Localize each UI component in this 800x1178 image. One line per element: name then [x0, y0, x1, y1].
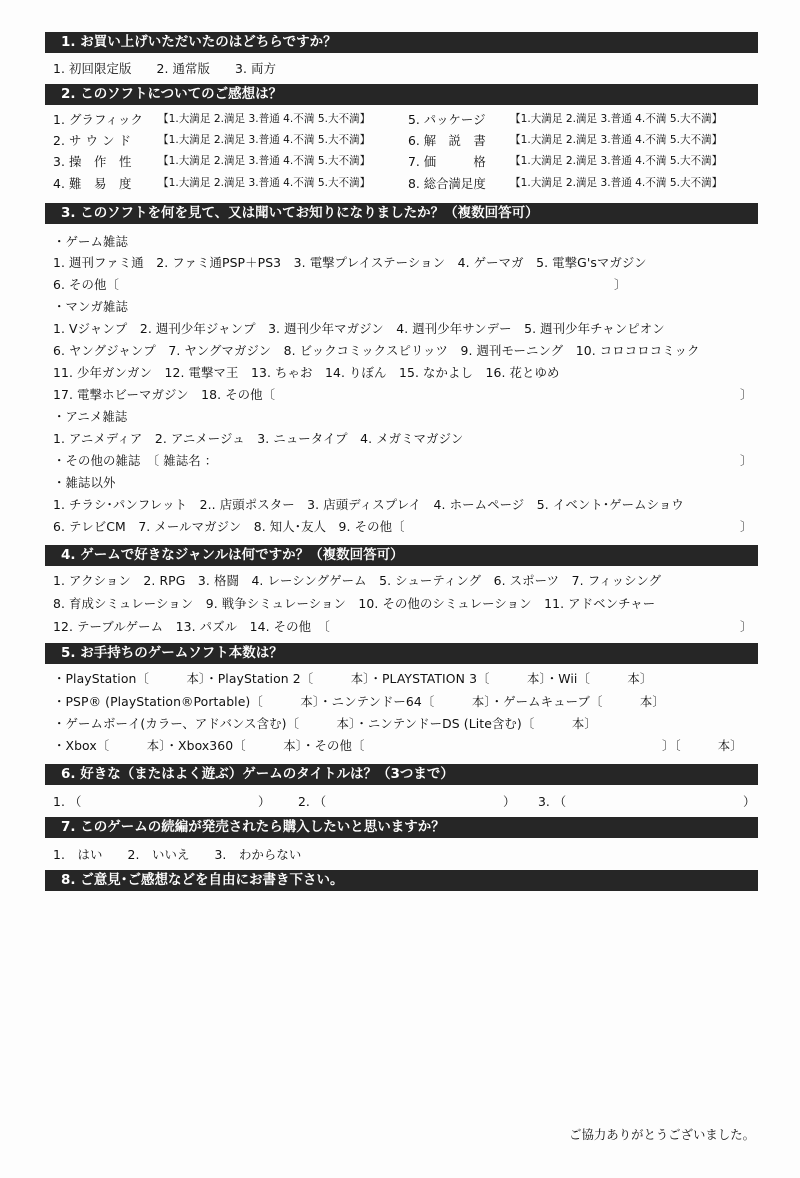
q2-scale-manual[interactable]: 【1.大満足 2.満足 3.普通 4.不満 5.大不満】	[510, 134, 723, 146]
q5-line3[interactable]: ・ゲームボーイ(カラー、アドバンス含む)〔 本〕・ニンテンドーDS (Lite含む)〔 本〕	[53, 716, 597, 731]
q2-item-price: 7. 価 格	[408, 154, 486, 169]
q2-item-graphic: 1. グラフィック	[53, 112, 144, 127]
q2-item-control: 3. 操 作 性	[53, 154, 132, 169]
q4-header: 4. ゲームで好きなジャンルは何ですか？（複数回答可）	[45, 545, 758, 566]
q3-manga-line2[interactable]: 6. ヤングジャンプ 7. ヤングマガジン 8. ビックコミックスピリッツ 9. 週刊モーニング 10. コロコロコミック	[53, 343, 700, 358]
q5-line4[interactable]: ・Xbox〔 本〕・Xbox360〔 本〕・その他〔	[53, 738, 365, 753]
q1-options[interactable]: 1. 初回限定版 2. 通常版 3. 両方	[53, 61, 277, 76]
q2-scale-graphic[interactable]: 【1.大満足 2.満足 3.普通 4.不満 5.大不満】	[158, 113, 371, 125]
q3-nonmag-line2[interactable]: 6. テレビCM 7. メールマガジン 8. 知人･友人 9. その他〔	[53, 519, 405, 534]
q2-item-overall: 8. 総合満足度	[408, 176, 486, 191]
q4-close: 〕	[740, 619, 753, 634]
q6-slot3[interactable]: 3. （	[538, 794, 567, 809]
thanks-note: ご協力ありがとうございました。	[569, 1127, 755, 1142]
q3-game-mag-line2[interactable]: 6. その他〔	[53, 277, 120, 292]
q5-line4-tail[interactable]: 〕〔 本〕	[662, 738, 743, 753]
q3-manga-line4[interactable]: 17. 電撃ホビーマガジン 18. その他〔	[53, 387, 276, 402]
q2-scale-sound[interactable]: 【1.大満足 2.満足 3.普通 4.不満 5.大不満】	[158, 134, 371, 146]
q4-line2[interactable]: 8. 育成シミュレーション 9. 戦争シミュレーション 10. その他のシミュレーション 11. アドベンチャー	[53, 596, 656, 611]
q2-scale-control[interactable]: 【1.大満足 2.満足 3.普通 4.不満 5.大不満】	[158, 155, 371, 167]
q5-line1[interactable]: ・PlayStation〔 本〕・PlayStation 2〔 本〕・PLAYSTATION 3〔 本〕・Wii〔 本〕	[53, 671, 653, 686]
q5-line2[interactable]: ・PSP® (PlayStation®Portable)〔 本〕・ニンテンドー64〔 本〕・ゲームキューブ〔 本〕	[53, 694, 665, 709]
q1-header: 1. お買い上げいただいたのはどちらですか？	[45, 32, 758, 53]
q3-nonmag-line1[interactable]: 1. チラシ･パンフレット 2.. 店頭ポスター 3. 店頭ディスプレイ 4. ホームページ 5. イベント･ゲームショウ	[53, 497, 684, 512]
q2-scale-price[interactable]: 【1.大満足 2.満足 3.普通 4.不満 5.大不満】	[510, 155, 723, 167]
q6-slot1[interactable]: 1. （	[53, 794, 82, 809]
q2-scale-overall[interactable]: 【1.大満足 2.満足 3.普通 4.不満 5.大不満】	[510, 177, 723, 189]
q3-header: 3. このソフトを何を見て、又は聞いてお知りになりましたか？（複数回答可）	[45, 203, 758, 224]
q2-scale-package[interactable]: 【1.大満足 2.満足 3.普通 4.不満 5.大不満】	[510, 113, 723, 125]
q3-manga-close: 〕	[740, 387, 753, 402]
q3-game-mag-header: ・ゲーム雑誌	[53, 234, 128, 249]
q3-game-mag-line1[interactable]: 1. 週刊ファミ通 2. ファミ通PSP＋PS3 3. 電撃プレイステーション 4. ゲーマガ 5. 電撃G'sマガジン	[53, 255, 647, 270]
q3-nonmag-header: ・雑誌以外	[53, 475, 116, 490]
q8-header: 8. ご意見･ご感想などを自由にお書き下さい。	[45, 870, 758, 891]
q4-line3[interactable]: 12. テーブルゲーム 13. パズル 14. その他 〔	[53, 619, 330, 634]
q3-nonmag-close: 〕	[740, 519, 753, 534]
q3-anime-line1[interactable]: 1. アニメディア 2. アニメージュ 3. ニュータイプ 4. メガミマガジン	[53, 431, 464, 446]
q6-slot2[interactable]: 2. （	[298, 794, 327, 809]
q2-item-manual: 6. 解 説 書	[408, 133, 486, 148]
q2-scale-difficulty[interactable]: 【1.大満足 2.満足 3.普通 4.不満 5.大不満】	[158, 177, 371, 189]
q4-line1[interactable]: 1. アクション 2. RPG 3. 格闘 4. レーシングゲーム 5. シューティング 6. スポーツ 7. フィッシング	[53, 573, 662, 588]
q3-manga-line1[interactable]: 1. Vジャンプ 2. 週刊少年ジャンプ 3. 週刊少年マガジン 4. 週刊少年サンデー 5. 週刊少年チャンピオン	[53, 321, 665, 336]
q6-slot1-close: ）	[258, 794, 271, 809]
q2-item-difficulty: 4. 難 易 度	[53, 176, 132, 191]
q2-header: 2. このソフトについてのご感想は？	[45, 84, 758, 105]
q3-other-mag[interactable]: ・その他の雑誌 〔 雑誌名 ：	[53, 453, 218, 468]
q6-header: 6. 好きな（またはよく遊ぶ）ゲームのタイトルは？（3つまで）	[45, 764, 758, 785]
q6-slot2-close: ）	[503, 794, 516, 809]
q2-item-sound: 2. サ ウ ン ド	[53, 133, 132, 148]
q3-other-mag-close: 〕	[740, 453, 753, 468]
q3-anime-header: ・アニメ雑誌	[53, 409, 128, 424]
q3-game-mag-close: 〕	[614, 277, 627, 292]
q6-slot3-close: ）	[743, 794, 756, 809]
q7-options[interactable]: 1. はい 2. いいえ 3. わからない	[53, 847, 302, 862]
q5-header: 5. お手持ちのゲームソフト本数は？	[45, 643, 758, 664]
q3-manga-line3[interactable]: 11. 少年ガンガン 12. 電撃マ王 13. ちゃお 14. りぼん 15. なかよし 16. 花とゆめ	[53, 365, 560, 380]
q2-item-package: 5. パッケージ	[408, 112, 486, 127]
q7-header: 7. このゲームの続編が発売されたら購入したいと思いますか？	[45, 817, 758, 838]
q3-manga-header: ・マンガ雑誌	[53, 299, 128, 314]
